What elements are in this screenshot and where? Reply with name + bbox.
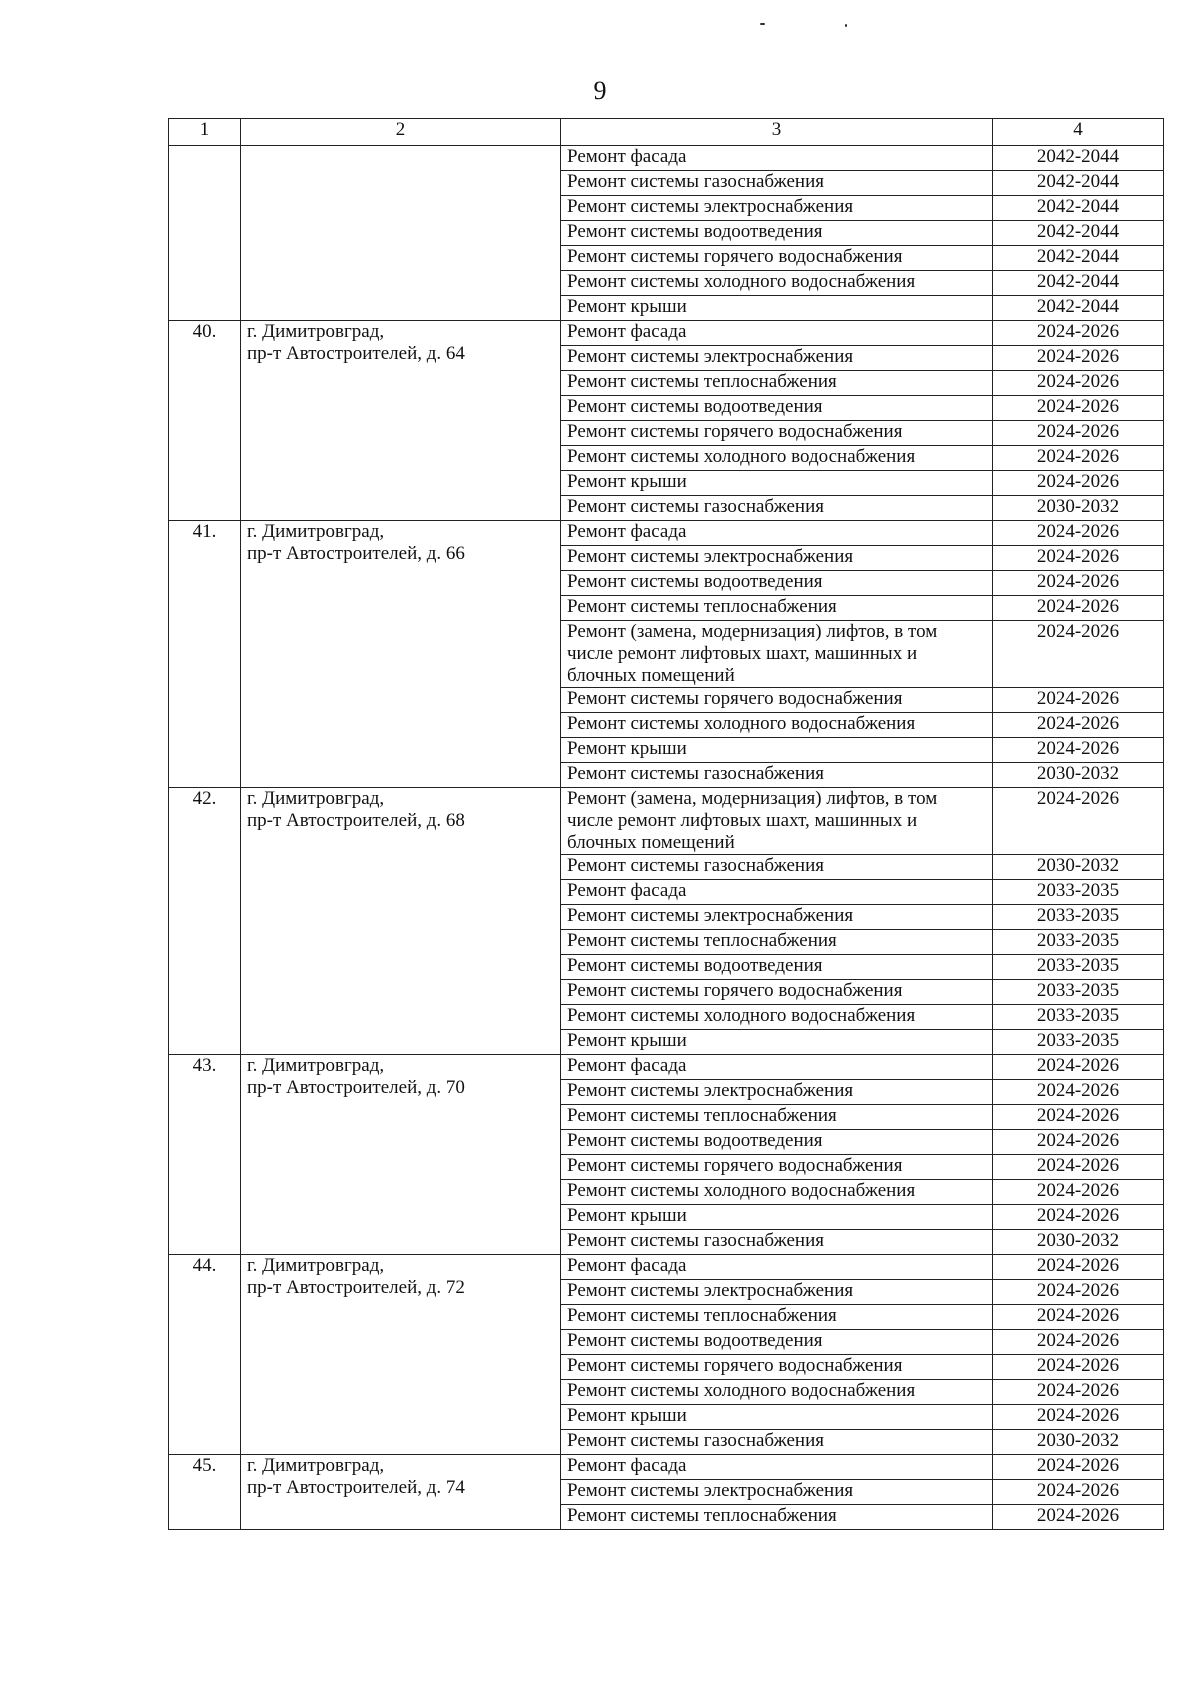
work-description: Ремонт системы водоотведения [561,396,993,421]
work-period: 2024-2026 [993,446,1164,471]
address-street: пр-т Автостроителей, д. 72 [247,1277,465,1298]
work-period: 2024-2026 [993,1505,1164,1530]
work-description: Ремонт фасада [561,1455,993,1480]
address-city: г. Димитровград, [247,1455,385,1476]
column-header: 4 [993,119,1164,146]
work-period: 2024-2026 [993,1055,1164,1080]
address-street: пр-т Автостроителей, д. 70 [247,1077,465,1098]
table-row [169,1455,1164,1480]
work-period: 2024-2026 [993,788,1164,855]
work-period: 2033-2035 [993,955,1164,980]
work-period: 2033-2035 [993,880,1164,905]
table-row [169,321,1164,346]
work-description: Ремонт системы электроснабжения [561,1280,993,1305]
work-description: Ремонт системы теплоснабжения [561,1505,993,1530]
address-city: г. Димитровград, [247,1255,385,1276]
work-period: 2042-2044 [993,146,1164,171]
work-description: Ремонт системы электроснабжения [561,346,993,371]
work-description: Ремонт системы электроснабжения [561,1080,993,1105]
address-city: г. Димитровград, [247,788,385,809]
work-description: Ремонт системы горячего водоснабжения [561,1155,993,1180]
work-description: Ремонт системы газоснабжения [561,171,993,196]
work-period: 2024-2026 [993,546,1164,571]
work-description: Ремонт системы горячего водоснабжения [561,246,993,271]
work-period: 2033-2035 [993,1030,1164,1055]
work-period: 2024-2026 [993,1305,1164,1330]
work-description: Ремонт системы электроснабжения [561,905,993,930]
address-city: г. Димитровград, [247,521,385,542]
work-description: Ремонт крыши [561,1030,993,1055]
work-period: 2033-2035 [993,930,1164,955]
work-description: Ремонт системы водоотведения [561,955,993,980]
table-row [169,146,1164,171]
work-description: Ремонт системы холодного водоснабжения [561,1005,993,1030]
work-period: 2024-2026 [993,321,1164,346]
work-period: 2024-2026 [993,1255,1164,1280]
column-header: 1 [169,119,241,146]
work-period: 2024-2026 [993,521,1164,546]
work-description: Ремонт системы теплоснабжения [561,930,993,955]
address-city: г. Димитровград, [247,321,385,342]
work-description: Ремонт фасада [561,321,993,346]
work-period: 2042-2044 [993,221,1164,246]
column-header: 2 [241,119,561,146]
table-row [169,521,1164,546]
work-description: Ремонт системы горячего водоснабжения [561,688,993,713]
repair-schedule-table [168,118,1164,1530]
work-description: Ремонт системы газоснабжения [561,855,993,880]
address-street: пр-т Автостроителей, д. 64 [247,343,465,364]
work-period: 2024-2026 [993,1180,1164,1205]
work-period: 2024-2026 [993,621,1164,688]
work-description: Ремонт системы теплоснабжения [561,1305,993,1330]
work-description: Ремонт системы газоснабжения [561,1230,993,1255]
work-period: 2030-2032 [993,763,1164,788]
address-city: г. Димитровград, [247,1055,385,1076]
work-description: Ремонт системы холодного водоснабжения [561,1180,993,1205]
item-number: 44. [169,1255,241,1455]
work-period: 2024-2026 [993,1205,1164,1230]
work-period: 2024-2026 [993,1480,1164,1505]
work-period: 2024-2026 [993,1355,1164,1380]
work-description: Ремонт системы теплоснабжения [561,371,993,396]
table-row [169,788,1164,855]
work-period: 2024-2026 [993,346,1164,371]
work-period: 2024-2026 [993,738,1164,763]
table-body [169,146,1164,1530]
work-period: 2024-2026 [993,1130,1164,1155]
item-address [241,1055,561,1255]
work-description: Ремонт фасада [561,880,993,905]
work-period: 2024-2026 [993,596,1164,621]
page-number: 9 [593,76,607,105]
item-number: 45. [169,1455,241,1530]
work-description: Ремонт крыши [561,1205,993,1230]
work-description: Ремонт фасада [561,521,993,546]
item-address [241,1455,561,1530]
work-description: Ремонт системы водоотведения [561,1330,993,1355]
work-description: Ремонт системы газоснабжения [561,763,993,788]
work-period: 2042-2044 [993,196,1164,221]
work-description: Ремонт системы газоснабжения [561,1430,993,1455]
work-period: 2024-2026 [993,371,1164,396]
item-address [241,1255,561,1455]
column-header: 3 [561,119,993,146]
work-period: 2024-2026 [993,471,1164,496]
work-description: Ремонт системы электроснабжения [561,1480,993,1505]
work-description: Ремонт (замена, модернизация) лифтов, в том числе ремонт лифтовых шахт, машинных и блочных помещений [561,621,993,688]
work-description: Ремонт системы холодного водоснабжения [561,713,993,738]
item-address [241,321,561,521]
work-description: Ремонт крыши [561,296,993,321]
item-number: 40. [169,321,241,521]
item-address [241,521,561,788]
work-description: Ремонт системы водоотведения [561,221,993,246]
work-description: Ремонт системы горячего водоснабжения [561,980,993,1005]
work-period: 2024-2026 [993,1380,1164,1405]
table-row [169,1255,1164,1280]
work-description: Ремонт системы теплоснабжения [561,596,993,621]
address-street: пр-т Автостроителей, д. 74 [247,1477,465,1498]
item-number: 42. [169,788,241,1055]
work-description: Ремонт крыши [561,738,993,763]
header-row [169,119,1164,146]
work-description: Ремонт (замена, модернизация) лифтов, в том числе ремонт лифтовых шахт, машинных и блочных помещений [561,788,993,855]
work-description: Ремонт системы холодного водоснабжения [561,271,993,296]
work-period: 2024-2026 [993,571,1164,596]
work-period: 2024-2026 [993,1280,1164,1305]
work-period: 2024-2026 [993,1105,1164,1130]
work-period: 2024-2026 [993,396,1164,421]
work-period: 2030-2032 [993,1230,1164,1255]
address-street: пр-т Автостроителей, д. 66 [247,543,465,564]
work-period: 2024-2026 [993,1080,1164,1105]
work-description: Ремонт системы теплоснабжения [561,1105,993,1130]
item-number [169,146,241,321]
work-description: Ремонт крыши [561,1405,993,1430]
work-period: 2042-2044 [993,296,1164,321]
work-description: Ремонт системы водоотведения [561,571,993,596]
work-description: Ремонт системы электроснабжения [561,196,993,221]
work-period: 2024-2026 [993,713,1164,738]
work-description: Ремонт системы горячего водоснабжения [561,421,993,446]
work-period: 2024-2026 [993,1405,1164,1430]
work-period: 2033-2035 [993,1005,1164,1030]
work-description: Ремонт системы холодного водоснабжения [561,1380,993,1405]
item-address [241,146,561,321]
work-period: 2042-2044 [993,271,1164,296]
work-period: 2030-2032 [993,496,1164,521]
work-period: 2024-2026 [993,1330,1164,1355]
work-description: Ремонт системы холодного водоснабжения [561,446,993,471]
work-description: Ремонт крыши [561,471,993,496]
work-period: 2030-2032 [993,1430,1164,1455]
item-address [241,788,561,1055]
work-description: Ремонт фасада [561,1255,993,1280]
work-description: Ремонт системы электроснабжения [561,546,993,571]
address-street: пр-т Автостроителей, д. 68 [247,810,465,831]
work-period: 2033-2035 [993,980,1164,1005]
work-period: 2024-2026 [993,1155,1164,1180]
work-period: 2042-2044 [993,171,1164,196]
item-number: 43. [169,1055,241,1255]
work-description: Ремонт системы газоснабжения [561,496,993,521]
work-period: 2024-2026 [993,688,1164,713]
work-description: Ремонт системы водоотведения [561,1130,993,1155]
work-description: Ремонт системы горячего водоснабжения [561,1355,993,1380]
work-description: Ремонт фасада [561,146,993,171]
work-period: 2024-2026 [993,1455,1164,1480]
work-period: 2033-2035 [993,905,1164,930]
work-description: Ремонт фасада [561,1055,993,1080]
work-period: 2024-2026 [993,421,1164,446]
work-period: 2030-2032 [993,855,1164,880]
work-period: 2042-2044 [993,246,1164,271]
item-number: 41. [169,521,241,788]
scan-speck [845,24,847,27]
scan-speck [760,23,765,25]
table-row [169,1055,1164,1080]
